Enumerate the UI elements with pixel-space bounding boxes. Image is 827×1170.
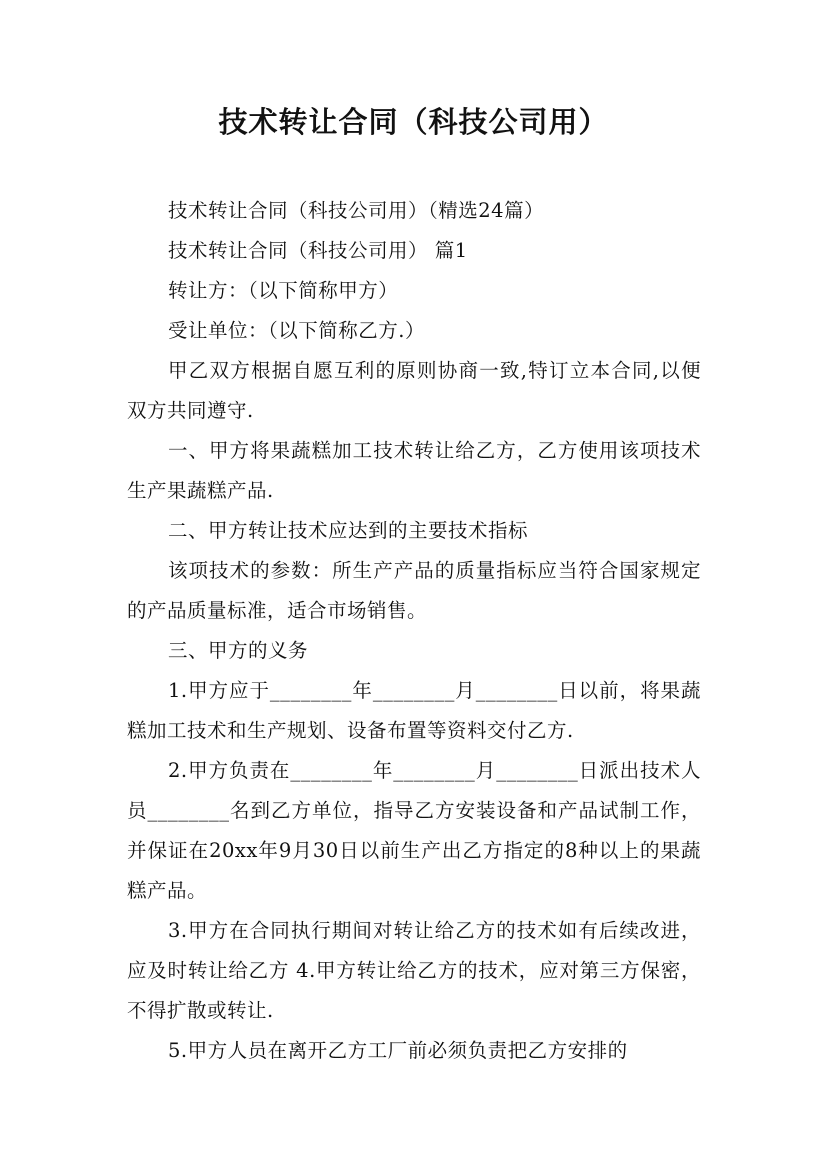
paragraph-parameters: 该项技术的参数：所生产产品的质量指标应当符合国家规定的产品质量标准，适合市场销售。 [127, 559, 701, 622]
paragraph-transferor: 转让方：（以下简称甲方） [168, 279, 399, 302]
paragraph-section-heading: 技术转让合同（科技公司用） 篇1 [168, 239, 468, 262]
paragraph-obligation-5: 5.甲方人员在离开乙方工厂前必须负责把乙方安排的 [168, 1039, 628, 1062]
paragraph-clause-2: 二、甲方转让技术应达到的主要技术指标 [168, 519, 529, 542]
paragraph-obligation-1: 1.甲方应于________年________月________日以前，将果蔬糕加工技术和生产规划、设备布置等资料交付乙方. [127, 679, 701, 742]
paragraph-obligation-3-4: 3.甲方在合同执行期间对转让给乙方的技术如有后续改进，应及时转让给乙方 4.甲方转让给乙方的技术，应对第三方保密，不得扩散或转让. [127, 919, 701, 1022]
paragraph-preamble: 甲乙双方根据自愿互利的原则协商一致,特订立本合同,以便双方共同遵守. [127, 359, 701, 422]
paragraph-subtitle: 技术转让合同（科技公司用）（精选24篇） [168, 199, 545, 222]
paragraph-obligation-2: 2.甲方负责在________年________月________日派出技术人员________名到乙方单位，指导乙方安装设备和产品试制工作，并保证在20xx年9月30日以前生产出乙方指定的8种以上的果蔬糕产品。 [127, 759, 701, 902]
document-title: 技术转让合同（科技公司用） [218, 105, 609, 139]
paragraph-transferee: 受让单位：（以下简称乙方.） [168, 319, 425, 342]
document-body [127, 191, 701, 1071]
paragraph-clause-3: 三、甲方的义务 [168, 639, 309, 662]
paragraph-clause-1: 一、甲方将果蔬糕加工技术转让给乙方，乙方使用该项技术生产果蔬糕产品. [127, 439, 701, 502]
